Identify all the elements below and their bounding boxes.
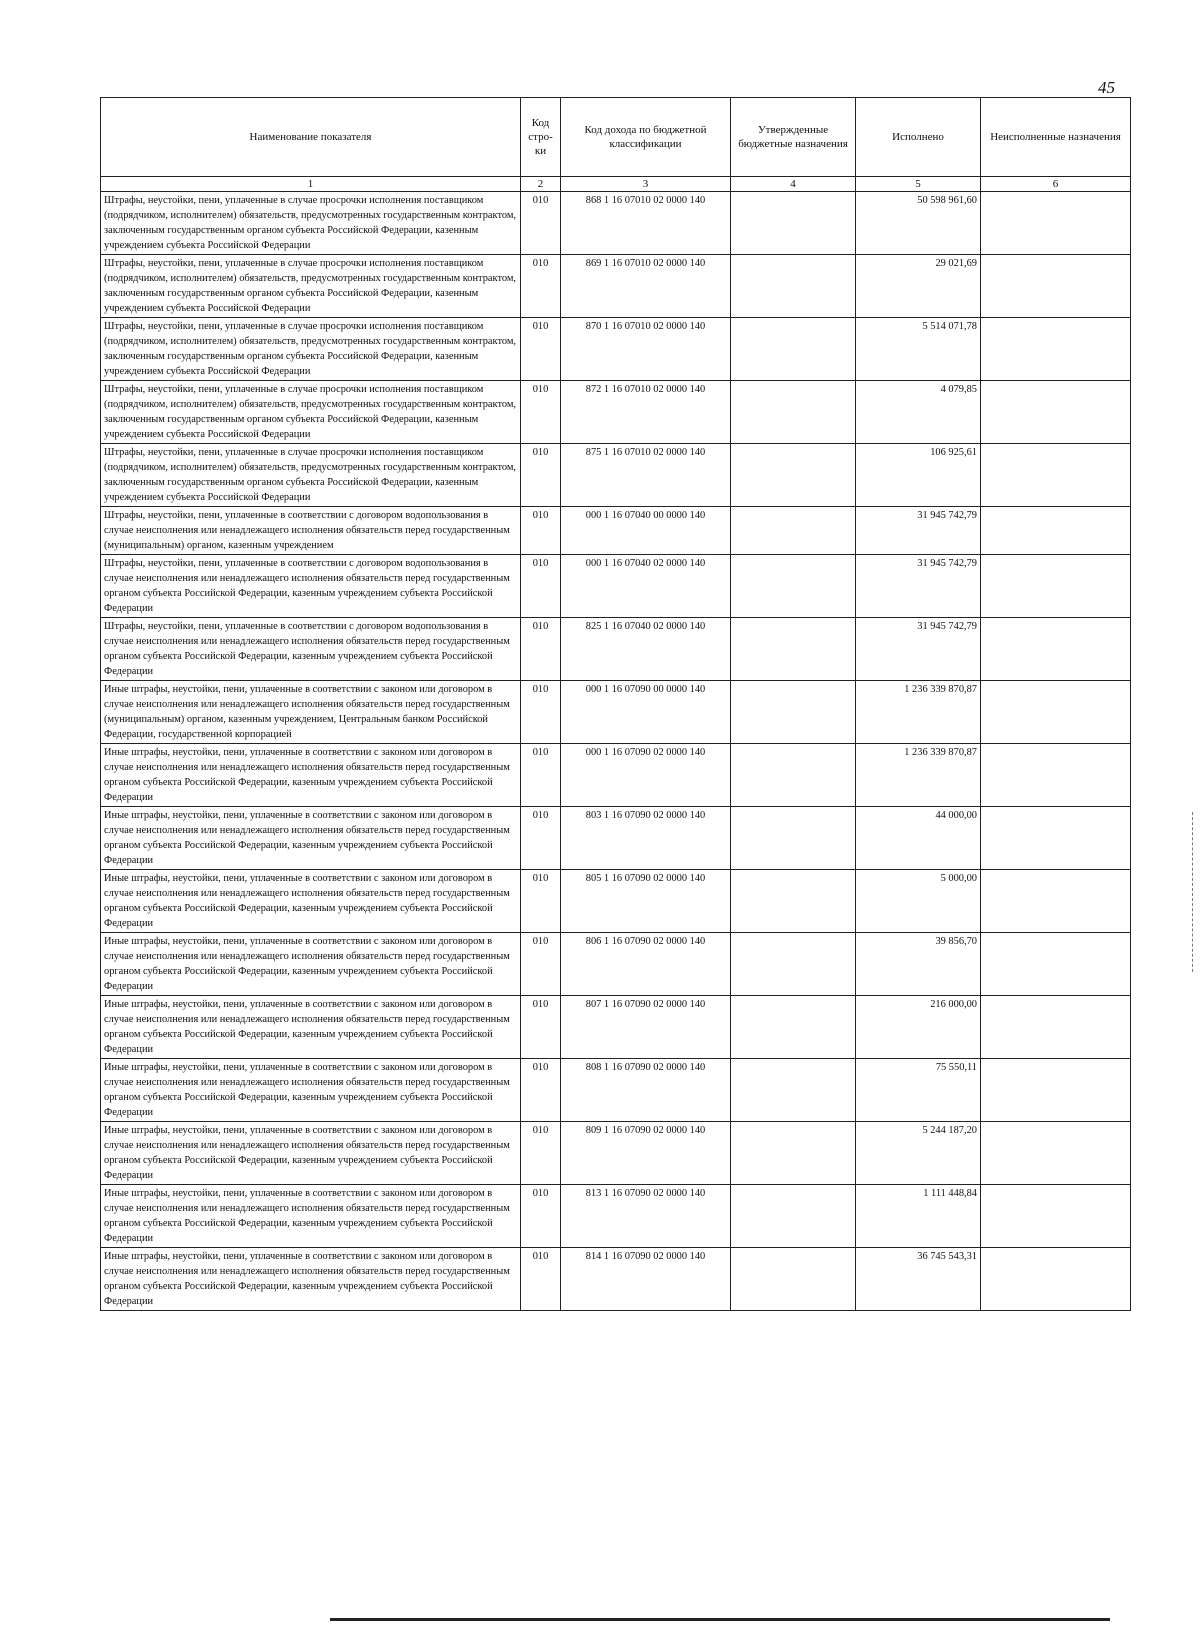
indicator-name: Штрафы, неустойки, пени, уплаченные в соответствии с договором водопользования в случае неисполнения или ненадлежащего исполнения обязательств перед государственным органом субъекта Российской Федерации, казенным учреждением субъекта Российской Федерации — [101, 555, 521, 618]
approved-amount — [731, 192, 856, 255]
table-row — [101, 1248, 1131, 1311]
column-number: 5 — [856, 177, 981, 192]
indicator-name: Иные штрафы, неустойки, пени, уплаченные в соответствии с законом или договором в случае неисполнения или ненадлежащего исполнения обязательств перед государственным органом субъекта Российской Федерации, казенным учреждением субъекта Российской Федерации — [101, 996, 521, 1059]
table-row — [101, 318, 1131, 381]
executed-amount: 5 514 071,78 — [856, 318, 981, 381]
approved-amount — [731, 996, 856, 1059]
table-row — [101, 933, 1131, 996]
executed-amount: 31 945 742,79 — [856, 618, 981, 681]
unexecuted-amount — [981, 318, 1131, 381]
executed-amount: 31 945 742,79 — [856, 555, 981, 618]
executed-amount: 1 236 339 870,87 — [856, 681, 981, 744]
approved-amount — [731, 507, 856, 555]
indicator-name: Штрафы, неустойки, пени, уплаченные в случае просрочки исполнения поставщиком (подрядчиком, исполнителем) обязательств, предусмотренных государственным контрактом, заключенным государственным органом субъекта Российской Федерации, казенным учреждением субъекта Российской Федерации — [101, 381, 521, 444]
executed-amount: 44 000,00 — [856, 807, 981, 870]
executed-amount: 4 079,85 — [856, 381, 981, 444]
income-code: 000 1 16 07090 02 0000 140 — [561, 744, 731, 807]
unexecuted-amount — [981, 681, 1131, 744]
line-code: 010 — [521, 870, 561, 933]
line-code: 010 — [521, 192, 561, 255]
indicator-name: Иные штрафы, неустойки, пени, уплаченные в соответствии с законом или договором в случае неисполнения или ненадлежащего исполнения обязательств перед государственным органом субъекта Российской Федерации, казенным учреждением субъекта Российской Федерации — [101, 1185, 521, 1248]
unexecuted-amount — [981, 1248, 1131, 1311]
unexecuted-amount — [981, 255, 1131, 318]
scan-edge-mark — [1192, 812, 1195, 972]
line-code: 010 — [521, 381, 561, 444]
line-code: 010 — [521, 1059, 561, 1122]
executed-amount: 75 550,11 — [856, 1059, 981, 1122]
header-indicator-name: Наименование показателя — [101, 98, 521, 177]
income-code: 000 1 16 07090 00 0000 140 — [561, 681, 731, 744]
unexecuted-amount — [981, 1059, 1131, 1122]
table-row — [101, 507, 1131, 555]
approved-amount — [731, 555, 856, 618]
approved-amount — [731, 255, 856, 318]
income-code: 808 1 16 07090 02 0000 140 — [561, 1059, 731, 1122]
unexecuted-amount — [981, 192, 1131, 255]
income-code: 869 1 16 07010 02 0000 140 — [561, 255, 731, 318]
budget-execution-table — [100, 97, 1131, 1311]
unexecuted-amount — [981, 744, 1131, 807]
table-row — [101, 996, 1131, 1059]
indicator-name: Штрафы, неустойки, пени, уплаченные в случае просрочки исполнения поставщиком (подрядчиком, исполнителем) обязательств, предусмотренных государственным контрактом, заключенным государственным органом субъекта Российской Федерации, казенным учреждением субъекта Российской Федерации — [101, 192, 521, 255]
executed-amount: 36 745 543,31 — [856, 1248, 981, 1311]
table-row — [101, 744, 1131, 807]
executed-amount: 1 111 448,84 — [856, 1185, 981, 1248]
unexecuted-amount — [981, 933, 1131, 996]
line-code: 010 — [521, 444, 561, 507]
income-code: 000 1 16 07040 02 0000 140 — [561, 555, 731, 618]
executed-amount: 5 000,00 — [856, 870, 981, 933]
indicator-name: Штрафы, неустойки, пени, уплаченные в случае просрочки исполнения поставщиком (подрядчиком, исполнителем) обязательств, предусмотренных государственным контрактом, заключенным государственным органом субъекта Российской Федерации, казенным учреждением субъекта Российской Федерации — [101, 444, 521, 507]
executed-amount: 50 598 961,60 — [856, 192, 981, 255]
column-number: 2 — [521, 177, 561, 192]
approved-amount — [731, 618, 856, 681]
table-row — [101, 1059, 1131, 1122]
table-row — [101, 807, 1131, 870]
table-row — [101, 681, 1131, 744]
income-code: 806 1 16 07090 02 0000 140 — [561, 933, 731, 996]
table-row — [101, 618, 1131, 681]
indicator-name: Иные штрафы, неустойки, пени, уплаченные в соответствии с законом или договором в случае неисполнения или ненадлежащего исполнения обязательств перед государственным органом субъекта Российской Федерации, казенным учреждением субъекта Российской Федерации — [101, 1122, 521, 1185]
column-number: 3 — [561, 177, 731, 192]
indicator-name: Иные штрафы, неустойки, пени, уплаченные в соответствии с законом или договором в случае неисполнения или ненадлежащего исполнения обязательств перед государственным органом субъекта Российской Федерации, казенным учреждением субъекта Российской Федерации — [101, 1248, 521, 1311]
header-income-code: Код дохода по бюджетной классификации — [561, 98, 731, 177]
income-code: 807 1 16 07090 02 0000 140 — [561, 996, 731, 1059]
indicator-name: Иные штрафы, неустойки, пени, уплаченные в соответствии с законом или договором в случае неисполнения или ненадлежащего исполнения обязательств перед государственным органом субъекта Российской Федерации, казенным учреждением субъекта Российской Федерации — [101, 744, 521, 807]
income-code: 868 1 16 07010 02 0000 140 — [561, 192, 731, 255]
line-code: 010 — [521, 744, 561, 807]
executed-amount: 39 856,70 — [856, 933, 981, 996]
indicator-name: Иные штрафы, неустойки, пени, уплаченные в соответствии с законом или договором в случае неисполнения или ненадлежащего исполнения обязательств перед государственным органом субъекта Российской Федерации, казенным учреждением субъекта Российской Федерации — [101, 870, 521, 933]
line-code: 010 — [521, 507, 561, 555]
approved-amount — [731, 1059, 856, 1122]
line-code: 010 — [521, 618, 561, 681]
line-code: 010 — [521, 933, 561, 996]
income-code: 814 1 16 07090 02 0000 140 — [561, 1248, 731, 1311]
indicator-name: Штрафы, неустойки, пени, уплаченные в соответствии с договором водопользования в случае неисполнения или ненадлежащего исполнения обязательств перед государственным (муниципальным) органом, казенным учреждением — [101, 507, 521, 555]
income-code: 000 1 16 07040 00 0000 140 — [561, 507, 731, 555]
approved-amount — [731, 1185, 856, 1248]
income-code: 875 1 16 07010 02 0000 140 — [561, 444, 731, 507]
executed-amount: 29 021,69 — [856, 255, 981, 318]
header-approved: Утвержденные бюджетные назначения — [731, 98, 856, 177]
unexecuted-amount — [981, 618, 1131, 681]
unexecuted-amount — [981, 555, 1131, 618]
income-code: 825 1 16 07040 02 0000 140 — [561, 618, 731, 681]
approved-amount — [731, 381, 856, 444]
table-row — [101, 192, 1131, 255]
table-row — [101, 444, 1131, 507]
header-line-code: Код стро- ки — [521, 98, 561, 177]
unexecuted-amount — [981, 807, 1131, 870]
column-number: 4 — [731, 177, 856, 192]
unexecuted-amount — [981, 1185, 1131, 1248]
line-code: 010 — [521, 807, 561, 870]
executed-amount: 5 244 187,20 — [856, 1122, 981, 1185]
approved-amount — [731, 681, 856, 744]
indicator-name: Штрафы, неустойки, пени, уплаченные в случае просрочки исполнения поставщиком (подрядчиком, исполнителем) обязательств, предусмотренных государственным контрактом, заключенным государственным органом субъекта Российской Федерации, казенным учреждением субъекта Российской Федерации — [101, 255, 521, 318]
column-number: 6 — [981, 177, 1131, 192]
approved-amount — [731, 744, 856, 807]
approved-amount — [731, 807, 856, 870]
unexecuted-amount — [981, 870, 1131, 933]
approved-amount — [731, 933, 856, 996]
line-code: 010 — [521, 1185, 561, 1248]
line-code: 010 — [521, 1248, 561, 1311]
executed-amount: 216 000,00 — [856, 996, 981, 1059]
line-code: 010 — [521, 996, 561, 1059]
line-code: 010 — [521, 255, 561, 318]
line-code: 010 — [521, 681, 561, 744]
indicator-name: Штрафы, неустойки, пени, уплаченные в случае просрочки исполнения поставщиком (подрядчиком, исполнителем) обязательств, предусмотренных государственным контрактом, заключенным государственным органом субъекта Российской Федерации, казенным учреждением субъекта Российской Федерации — [101, 318, 521, 381]
indicator-name: Иные штрафы, неустойки, пени, уплаченные в соответствии с законом или договором в случае неисполнения или ненадлежащего исполнения обязательств перед государственным (муниципальным) органом, казенным учреждением, Центральным банком Российской Федерации, государственной корпорацией — [101, 681, 521, 744]
executed-amount: 1 236 339 870,87 — [856, 744, 981, 807]
line-code: 010 — [521, 318, 561, 381]
executed-amount: 31 945 742,79 — [856, 507, 981, 555]
approved-amount — [731, 444, 856, 507]
header-executed: Исполнено — [856, 98, 981, 177]
unexecuted-amount — [981, 507, 1131, 555]
approved-amount — [731, 1122, 856, 1185]
table-row — [101, 1122, 1131, 1185]
column-number-row — [101, 177, 1131, 192]
header-unexecuted: Неисполненные назначения — [981, 98, 1131, 177]
table-row — [101, 555, 1131, 618]
indicator-name: Иные штрафы, неустойки, пени, уплаченные в соответствии с законом или договором в случае неисполнения или ненадлежащего исполнения обязательств перед государственным органом субъекта Российской Федерации, казенным учреждением субъекта Российской Федерации — [101, 1059, 521, 1122]
page-number: 45 — [1098, 78, 1115, 97]
income-code: 813 1 16 07090 02 0000 140 — [561, 1185, 731, 1248]
unexecuted-amount — [981, 444, 1131, 507]
income-code: 809 1 16 07090 02 0000 140 — [561, 1122, 731, 1185]
table-row — [101, 870, 1131, 933]
indicator-name: Иные штрафы, неустойки, пени, уплаченные в соответствии с законом или договором в случае неисполнения или ненадлежащего исполнения обязательств перед государственным органом субъекта Российской Федерации, казенным учреждением субъекта Российской Федерации — [101, 807, 521, 870]
line-code: 010 — [521, 555, 561, 618]
approved-amount — [731, 1248, 856, 1311]
table-row — [101, 381, 1131, 444]
income-code: 803 1 16 07090 02 0000 140 — [561, 807, 731, 870]
approved-amount — [731, 318, 856, 381]
unexecuted-amount — [981, 381, 1131, 444]
income-code: 870 1 16 07010 02 0000 140 — [561, 318, 731, 381]
indicator-name: Штрафы, неустойки, пени, уплаченные в соответствии с договором водопользования в случае неисполнения или ненадлежащего исполнения обязательств перед государственным органом субъекта Российской Федерации, казенным учреждением субъекта Российской Федерации — [101, 618, 521, 681]
table-row — [101, 255, 1131, 318]
income-code: 805 1 16 07090 02 0000 140 — [561, 870, 731, 933]
income-code: 872 1 16 07010 02 0000 140 — [561, 381, 731, 444]
unexecuted-amount — [981, 1122, 1131, 1185]
approved-amount — [731, 870, 856, 933]
column-number: 1 — [101, 177, 521, 192]
table-row — [101, 1185, 1131, 1248]
executed-amount: 106 925,61 — [856, 444, 981, 507]
line-code: 010 — [521, 1122, 561, 1185]
scan-bottom-bar — [330, 1618, 1110, 1621]
unexecuted-amount — [981, 996, 1131, 1059]
indicator-name: Иные штрафы, неустойки, пени, уплаченные в соответствии с законом или договором в случае неисполнения или ненадлежащего исполнения обязательств перед государственным органом субъекта Российской Федерации, казенным учреждением субъекта Российской Федерации — [101, 933, 521, 996]
table-header-row — [101, 98, 1131, 177]
